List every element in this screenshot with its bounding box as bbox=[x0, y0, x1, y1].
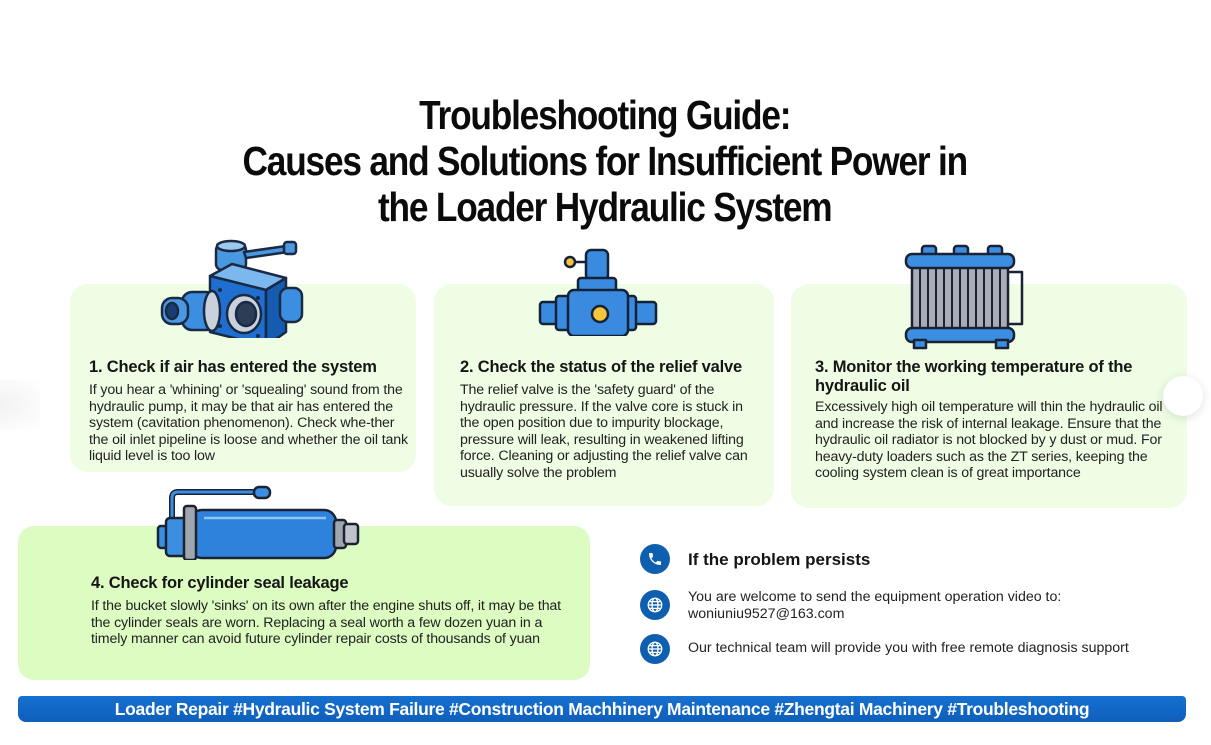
title-line-1: Troubleshooting Guide: bbox=[419, 92, 791, 138]
background-shadow bbox=[0, 380, 40, 430]
title-line-2: Causes and Solutions for Insufficient Power in bbox=[242, 138, 967, 184]
card-title: 2. Check the status of the relief valve bbox=[460, 358, 742, 376]
contact-email-link[interactable]: woniuniu9527@163.com bbox=[688, 606, 845, 622]
card-body: The relief valve is the 'safety guard' of the hydraulic pressure. If the valve core is stuck in the open position due to impurity blockage, pressure will leak, resulting in weakened lifting force. Cleaning or adjusting the relief valve can usually solve the problem bbox=[460, 382, 748, 481]
globe-icon bbox=[640, 634, 670, 664]
hydraulic-cylinder-icon bbox=[156, 484, 362, 560]
radiator-icon bbox=[904, 244, 1030, 350]
hydraulic-pump-icon bbox=[158, 238, 314, 338]
card-body: If the bucket slowly 'sinks' on its own after the engine shuts off, it may be that the cylinder seals are worn. Replacing a seal worth a few dozen yuan in a timely manner can avoid future cylinder repair costs of thousands of yuan bbox=[91, 598, 561, 648]
contact-row-video bbox=[640, 590, 670, 620]
card-title: 4. Check for cylinder seal leakage bbox=[91, 574, 349, 592]
globe-icon bbox=[640, 590, 670, 620]
card-body: If you hear a 'whining' or 'squealing' sound from the hydraulic pump, it may be that air has entered the system (cavitation phenomenon). Check whe-ther the oil inlet pipeline is loose and whether the oil tank liquid level is too low bbox=[89, 382, 408, 465]
contact-header bbox=[640, 544, 670, 574]
card-title: 3. Monitor the working temperature of the hydraulic oil bbox=[815, 358, 1133, 395]
page-title bbox=[84, 92, 1125, 230]
card-body: Excessively high oil temperature will thin the hydraulic oil and increase the risk of internal leakage. Ensure that the hydraulic oil radiator is not blocked by y dust or mud. For heavy-duty loaders such as the ZT series, keeping the cooling system clean is of great importance bbox=[815, 399, 1163, 482]
relief-valve-icon bbox=[536, 246, 666, 336]
title-line-3: the Loader Hydraulic System bbox=[377, 184, 832, 230]
carousel-next-button[interactable] bbox=[1163, 376, 1203, 416]
contact-video-text: You are welcome to send the equipment operation video to: bbox=[688, 589, 1062, 605]
phone-icon bbox=[640, 544, 670, 574]
contact-title: If the problem persists bbox=[688, 550, 871, 569]
contact-support-text: Our technical team will provide you with free remote diagnosis support bbox=[688, 640, 1129, 656]
hashtag-bar: Loader Repair #Hydraulic System Failure #Construction Machhinery Maintenance #Zhengtai Machinery #Troubleshooting bbox=[18, 696, 1186, 722]
card-title: 1. Check if air has entered the system bbox=[89, 358, 377, 376]
contact-row-support bbox=[640, 634, 670, 664]
